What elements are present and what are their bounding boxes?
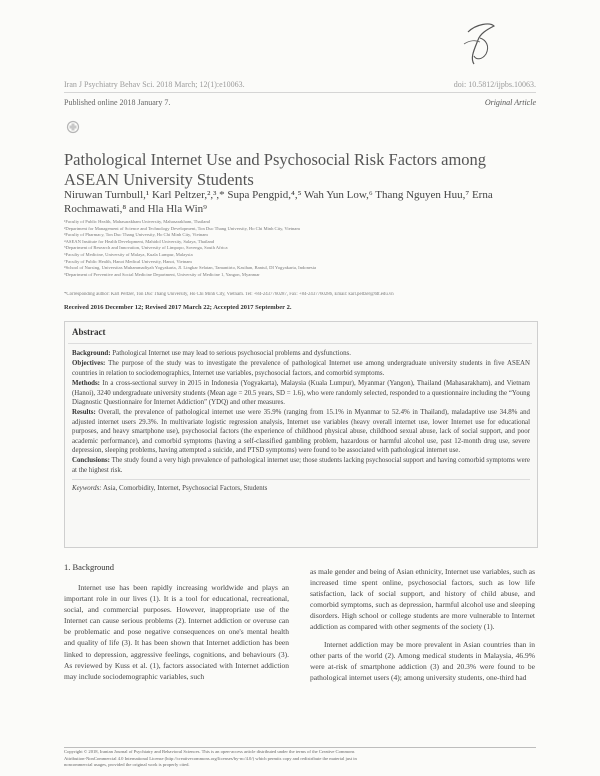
affiliation-list [64, 219, 536, 278]
doi-text[interactable]: doi: 10.5812/ijpbs.10063. [453, 80, 536, 89]
abstract-methods [72, 379, 530, 407]
author-list: Niruwan Turnbull,¹ Karl Peltzer,²,³,* Supa Pengpid,⁴,⁵ Wah Yun Low,⁶ Thang Nguyen Huu,⁷ Erna Rochmawati,⁸ and Hla Hla Win⁹ [64, 189, 493, 215]
keywords-label: Keywords: [72, 485, 102, 493]
abstract-divider [68, 343, 532, 344]
header-divider [64, 92, 536, 93]
copyright-footer [64, 749, 536, 769]
affiliation-item: ³Faculty of Pharmacy, Ton Duc Thang University, Ho Chi Minh City, Vietnam [64, 232, 208, 238]
paragraph: Internet use has been rapidly increasing worldwide and plays an important role in our lives (1). It is a tool for educational, recreational, social, and commercial purposes. However, inappropriate use of the Internet can cause serious problems (2). Internet addiction or overuse can be problematic and pose negative consequences on one's mental health and quality of life (3). It has been shown that Internet addiction has been linked to depression, aggressive feelings, cognitions, and behaviours (3). As reviewed by Kuss et al. (1), factors associated with Internet addiction may include sociodemographic variables, such [64, 583, 289, 681]
abstract-body [72, 349, 530, 495]
affiliation-item: ⁵Department of Research and Innovation, University of Limpopo, Sovenga, South Africa [64, 245, 228, 251]
abstract-keywords [72, 484, 530, 493]
background-label: Background: [72, 350, 111, 357]
abstract-heading: Abstract [72, 327, 106, 337]
results-text: Overall, the prevalence of pathological internet use were 35.9% (ranging from 15.1% in Myanmar to 52.4% in Thailand), maladaptive use 34.8% and adjusted internet users 29.3%. In multivariate logistic regression analysis, Internet use variables (heavy overall internet use, lower Internet use for educational purposes, and heavy smartphone use), psychosocial factors (the experience of childhood physical abuse, childhood sexual abuse, lack of social support, and poor academic performance), and comorbid symptoms (having a self-classified gambling problem, hazardous or harmful alcohol use, past 12-month drug use, severe depression, sleeping problems, having attempted a suicide, and PTSD symptoms) were found to be associated with pathological internet use. [72, 409, 530, 455]
handwritten-signature [440, 10, 510, 70]
objectives-text: The purpose of the study was to investigate the prevalence of pathological Internet use among undergraduate university students in five ASEAN countries in relation to sociodemographics, Internet use variables, psychosocial factors, and comorbid symptoms. [72, 360, 530, 377]
affiliation-item: ¹Faculty of Public Health, Mahasarakham University, Mahasarakham, Thailand [64, 219, 210, 224]
body-column-right [310, 566, 535, 683]
background-text: Pathological Internet use may lead to serious psychosocial problems and dysfunctions. [112, 350, 351, 357]
keywords-divider [72, 479, 530, 480]
published-online: Published online 2018 January 7. [64, 98, 171, 107]
affiliation-item: ⁹Department of Preventive and Social Medicine Department, University of Medicine 1, Yangon, Myanmar [64, 271, 260, 277]
section-heading: 1. Background [64, 562, 115, 572]
abstract-background [72, 349, 530, 358]
methods-text: In a cross-sectional survey in 2015 in Indonesia (Yogyakarta), Malaysia (Kuala Lumpur), Myanmar (Yangon), Thailand (Mahasarakham), and Vietnam (Hanoi), 3240 undergraduate university students (Mean age = 20.5 years, SD = 1.6), who were randomly selected, responded to a questionnaire including the “Young Diagnostic Questionnaire for Internet Addiction” (YDQ) and other measures. [72, 380, 530, 407]
abstract-results [72, 408, 530, 455]
affiliation-item: ²Department for Management of Science and Technology Development, Ton Duc Thang University, Ho Chi Minh City, Vietnam [64, 225, 300, 231]
footer-line: Attribution-NonCommercial 4.0 International License (http://creativecommons.org/licenses/by-nc/4.0/) which permits copy and redistribute the material just in [64, 755, 357, 761]
footer-line: noncommercial usages, provided the original work is properly cited. [64, 762, 190, 768]
footer-line: Copyright © 2018, Iranian Journal of Psychiatry and Behavioral Sciences. This is an open-access article distributed under the terms of the Creative Commons [64, 749, 355, 754]
paper-title: Pathological Internet Use and Psychosocial Risk Factors among ASEAN University Students [64, 150, 487, 189]
affiliation-item: ⁶Faculty of Medicine, University of Malaya, Kuala Lumpur, Malaysia [64, 251, 193, 257]
abstract-objectives [72, 359, 530, 378]
keywords-text: Asia, Comorbidity, Internet, Psychosocial Factors, Students [102, 485, 268, 493]
body-column-left [64, 582, 289, 682]
conclusions-label: Conclusions: [72, 457, 110, 465]
affiliation-item: ⁸School of Nursing, Universitas Muhammadiyah Yogyakarta, Jl. Lingkar Selatan, Tamantirto, Kasihan, Bantul, DI Yogyakarta, Indonesia [64, 265, 317, 271]
methods-label: Methods: [72, 380, 100, 388]
crossmark-icon[interactable] [66, 120, 80, 134]
article-type: Original Article [484, 98, 536, 107]
conclusions-text: The study found a very high prevalence of pathological internet use; those students lacking psychosocial support and having comorbid symptoms were at the highest risk. [72, 457, 530, 474]
affiliation-item: ⁴ASEAN Institute for Health Development, Mahidol University, Salaya, Thailand [64, 238, 215, 244]
objectives-label: Objectives: [72, 360, 106, 368]
abstract-conclusions [72, 456, 530, 475]
paragraph: as male gender and being of Asian ethnicity, Internet use variables, such as increased time spent online, psychosocial factors, such as low life satisfaction, lack of social support, and history of child abuse, and comorbid symptoms, such as depression, harmful alcohol use and sleeping disorders. High school or college students are more vulnerable to Internet addiction as compared with other segments of the society (1). [310, 567, 535, 632]
footer-divider [64, 747, 536, 748]
affiliation-item: ⁷Faculty of Public Health, Hanoi Medical University, Hanoi, Vietnam [64, 258, 192, 264]
corresponding-author: *Corresponding author: Karl Peltzer, Ton Duc Thang University, Ho Chi Minh City, Vietnam. Tel: +84-2437760287, Fax: +84-2437760286, Email: karl.peltzer@tdt.edu.vn [64, 292, 394, 297]
journal-citation: Iran J Psychiatry Behav Sci. 2018 March; 12(1):e10063. [64, 80, 245, 89]
paragraph: Internet addiction may be more prevalent in Asian countries than in other parts of the world (2). Among medical students in Malaysia, 46.9% were at-risk of smartphone addiction (3) and 20.3% were found to be pathological internet users (4); among university students, one-third had [310, 639, 535, 682]
results-label: Results: [72, 409, 96, 417]
received-dates: Received 2016 December 12; Revised 2017 March 22; Accepted 2017 September 2. [64, 304, 292, 311]
